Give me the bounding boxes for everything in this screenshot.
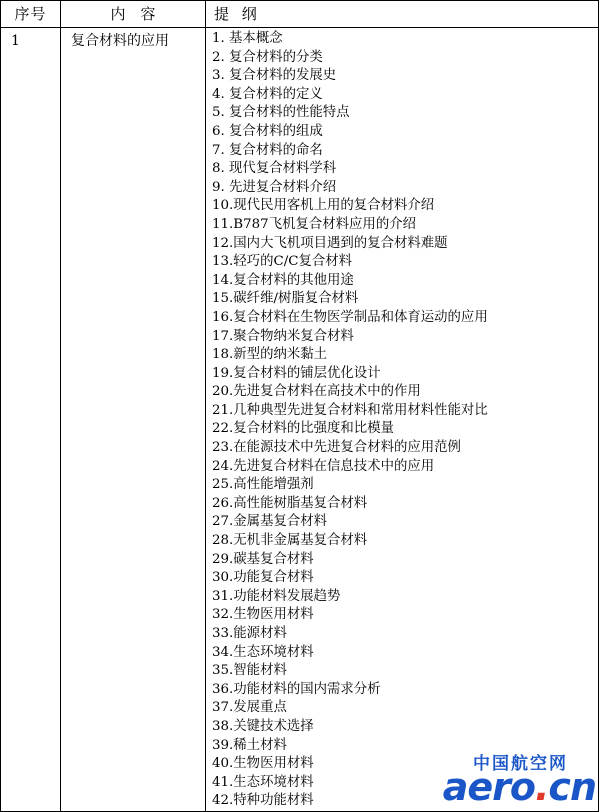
outline-item: 24.先进复合材料在信息技术中的应用	[212, 458, 435, 474]
outline-item: 16.复合材料在生物医学制品和体育运动的应用	[212, 309, 488, 325]
outline-item: 11.B787飞机复合材料应用的介绍	[212, 216, 416, 232]
outline-item: 13.轻巧的C/C复合材料	[212, 254, 353, 270]
outline-item: 12.国内大飞机项目遇到的复合材料难题	[212, 235, 448, 251]
outline-item: 3. 复合材料的发展史	[212, 68, 337, 84]
header-outline: 提 纲	[206, 1, 599, 28]
outline-item: 34.生态环境材料	[212, 644, 314, 660]
outline-item: 7. 复合材料的命名	[212, 142, 323, 158]
watermark-cn-text: 中国航空网	[473, 754, 568, 774]
outline-item: 10.现代民用客机上用的复合材料介绍	[212, 198, 435, 214]
outline-item: 1. 基本概念	[212, 31, 283, 46]
outline-item: 18.新型的纳米黏土	[212, 347, 328, 363]
outline-item: 26.高性能树脂基复合材料	[212, 495, 368, 511]
outline-item: 27.金属基复合材料	[212, 514, 328, 530]
outline-item: 41.生态环境材料	[212, 774, 314, 790]
header-row	[1, 1, 599, 28]
outline-item: 42.特种功能材料	[212, 793, 314, 809]
table-row	[1, 28, 599, 812]
outline-item: 20.先进复合材料在高技术中的作用	[212, 384, 421, 400]
outline-item: 29.碳基复合材料	[212, 551, 314, 567]
outline-item: 30.功能复合材料	[212, 570, 314, 586]
outline-item: 8. 现代复合材料学科	[212, 161, 337, 177]
watermark-en-left: aero	[442, 765, 535, 809]
watermark-en-text	[443, 767, 596, 807]
outline-item: 37.发展重点	[212, 700, 287, 716]
outline-item: 21.几种典型先进复合材料和常用材料性能对比	[212, 402, 488, 418]
outline-item: 39.稀土材料	[212, 737, 287, 753]
outline-item: 2. 复合材料的分类	[212, 49, 323, 65]
outline-list	[212, 30, 598, 811]
outline-item: 28.无机非金属基复合材料	[212, 533, 368, 549]
outline-item: 15.碳纤维/树脂复合材料	[212, 291, 359, 307]
watermark-en-dot: .	[534, 765, 549, 809]
outline-item: 17.聚合物纳米复合材料	[212, 328, 354, 344]
row-content: 复合材料的应用	[61, 28, 206, 812]
outline-item: 33.能源材料	[212, 626, 287, 641]
outline-item: 31.功能材料发展趋势	[212, 588, 341, 604]
outline-item: 32.生物医用材料	[212, 607, 314, 623]
outline-item: 19.复合材料的铺层优化设计	[212, 365, 381, 381]
row-number: 1	[1, 28, 61, 812]
outline-item: 36.功能材料的国内需求分析	[212, 681, 381, 697]
outline-item: 5. 复合材料的性能特点	[212, 105, 350, 121]
header-no: 序号	[1, 1, 61, 28]
watermark-en-right: cn	[548, 765, 596, 809]
aero-cn-watermark-logo	[426, 749, 596, 809]
header-content: 内 容	[61, 1, 206, 28]
outline-item: 35.智能材料	[212, 663, 287, 679]
outline-item: 9. 先进复合材料介绍	[212, 179, 337, 195]
outline-item: 14.复合材料的其他用途	[212, 272, 354, 288]
outline-item: 40.生物医用材料	[212, 756, 314, 772]
outline-item: 22.复合材料的比强度和比模量	[212, 421, 394, 437]
outline-item: 23.在能源技术中先进复合材料的应用范例	[212, 440, 461, 456]
outline-item: 6. 复合材料的组成	[212, 123, 323, 139]
outline-item: 4. 复合材料的定义	[212, 86, 323, 102]
outline-item: 25.高性能增强剂	[212, 477, 314, 493]
row-outline-cell	[206, 28, 599, 812]
outline-item: 38.关键技术选择	[212, 718, 314, 734]
